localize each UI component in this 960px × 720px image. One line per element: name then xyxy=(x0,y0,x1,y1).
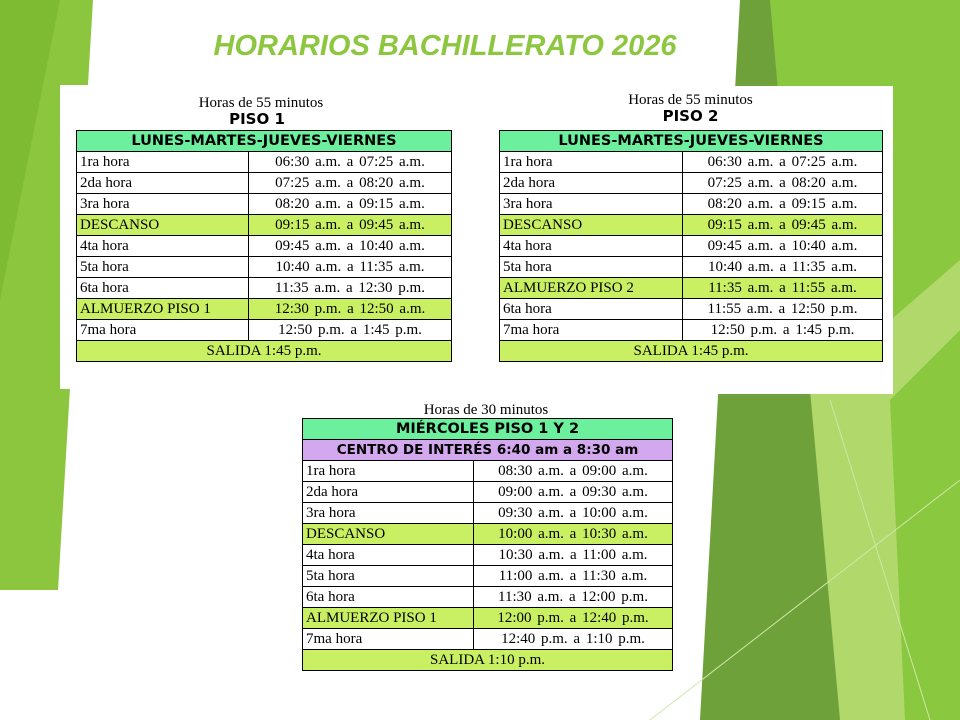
piso1-salida-row xyxy=(77,341,452,362)
row-name: 4ta hora xyxy=(303,545,474,566)
row-name: 1ra hora xyxy=(303,461,474,482)
table-row xyxy=(303,482,673,503)
miercoles-header: MIÉRCOLES PISO 1 Y 2 xyxy=(303,419,673,440)
row-time: 06:30 a.m. a 07:25 a.m. xyxy=(683,152,883,173)
table-row xyxy=(77,194,452,215)
row-time: 09:00 a.m. a 09:30 a.m. xyxy=(474,482,673,503)
row-time: 07:25 a.m. a 08:20 a.m. xyxy=(683,173,883,194)
miercoles-caption: Horas de 30 minutos xyxy=(423,402,549,418)
row-name: 4ta hora xyxy=(500,236,683,257)
piso1-header-row xyxy=(77,131,452,152)
piso2-table xyxy=(499,130,883,362)
salida-label: SALIDA 1:10 p.m. xyxy=(303,650,673,671)
table-row xyxy=(303,587,673,608)
row-name: DESCANSO xyxy=(303,524,474,545)
row-name: 3ra hora xyxy=(303,503,474,524)
piso2-salida-row xyxy=(500,341,883,362)
piso2-caption: Horas de 55 minutos xyxy=(628,92,753,108)
row-name: DESCANSO xyxy=(77,215,249,236)
table-row-descanso xyxy=(77,215,452,236)
table-row xyxy=(500,173,883,194)
piso1-caption: Horas de 55 minutos xyxy=(198,95,324,111)
row-time: 11:30 a.m. a 12:00 p.m. xyxy=(474,587,673,608)
row-name: 1ra hora xyxy=(500,152,683,173)
table-row xyxy=(500,152,883,173)
row-time: 10:40 a.m. a 11:35 a.m. xyxy=(249,257,452,278)
row-time: 07:25 a.m. a 08:20 a.m. xyxy=(249,173,452,194)
table-row-descanso xyxy=(500,215,883,236)
row-time: 09:30 a.m. a 10:00 a.m. xyxy=(474,503,673,524)
table-row xyxy=(303,566,673,587)
row-name: ALMUERZO PISO 1 xyxy=(77,299,249,320)
piso1-panel xyxy=(60,85,464,389)
row-time: 12:00 p.m. a 12:40 p.m. xyxy=(474,608,673,629)
miercoles-salida-row xyxy=(303,650,673,671)
miercoles-header-row xyxy=(303,419,673,440)
row-name: 6ta hora xyxy=(500,299,683,320)
row-name: DESCANSO xyxy=(500,215,683,236)
piso2-header-row xyxy=(500,131,883,152)
row-time: 11:35 a.m. a 12:30 p.m. xyxy=(249,278,452,299)
row-time: 12:50 p.m. a 1:45 p.m. xyxy=(249,320,452,341)
row-time: 11:00 a.m. a 11:30 a.m. xyxy=(474,566,673,587)
row-time: 06:30 a.m. a 07:25 a.m. xyxy=(249,152,452,173)
table-row xyxy=(500,299,883,320)
row-name: 1ra hora xyxy=(77,152,249,173)
row-time: 10:40 a.m. a 11:35 a.m. xyxy=(683,257,883,278)
piso2-floor: PISO 2 xyxy=(662,107,719,125)
row-time: 09:45 a.m. a 10:40 a.m. xyxy=(249,236,452,257)
row-name: 2da hora xyxy=(303,482,474,503)
piso1-header: LUNES-MARTES-JUEVES-VIERNES xyxy=(77,131,452,152)
table-row-almuerzo xyxy=(500,278,883,299)
row-name: 5ta hora xyxy=(303,566,474,587)
row-time: 11:55 a.m. a 12:50 p.m. xyxy=(683,299,883,320)
row-name: ALMUERZO PISO 2 xyxy=(500,278,683,299)
table-row xyxy=(77,278,452,299)
row-time: 09:15 a.m. a 09:45 a.m. xyxy=(249,215,452,236)
table-row xyxy=(500,320,883,341)
table-row xyxy=(303,629,673,650)
row-name: 2da hora xyxy=(77,173,249,194)
table-row xyxy=(77,236,452,257)
table-row-descanso xyxy=(303,524,673,545)
piso2-panel xyxy=(488,86,893,394)
centro-row xyxy=(303,440,673,461)
row-name: 3ra hora xyxy=(77,194,249,215)
row-name: 2da hora xyxy=(500,173,683,194)
centro-de-interes: CENTRO DE INTERÉS 6:40 am a 8:30 am xyxy=(303,440,673,461)
row-name: 3ra hora xyxy=(500,194,683,215)
row-time: 11:35 a.m. a 11:55 a.m. xyxy=(683,278,883,299)
row-name: 5ta hora xyxy=(77,257,249,278)
row-name: 6ta hora xyxy=(303,587,474,608)
table-row xyxy=(77,320,452,341)
row-time: 08:30 a.m. a 09:00 a.m. xyxy=(474,461,673,482)
miercoles-table xyxy=(302,418,673,671)
table-row xyxy=(303,545,673,566)
piso1-floor: PISO 1 xyxy=(229,110,285,128)
row-name: 6ta hora xyxy=(77,278,249,299)
page-title: HORARIOS BACHILLERATO 2026 xyxy=(213,30,677,62)
row-time: 12:50 p.m. a 1:45 p.m. xyxy=(683,320,883,341)
row-time: 12:30 p.m. a 12:50 a.m. xyxy=(249,299,452,320)
piso2-header: LUNES-MARTES-JUEVES-VIERNES xyxy=(500,131,883,152)
table-row xyxy=(77,173,452,194)
table-row-almuerzo xyxy=(303,608,673,629)
table-row xyxy=(500,236,883,257)
row-name: 7ma hora xyxy=(303,629,474,650)
row-name: ALMUERZO PISO 1 xyxy=(303,608,474,629)
piso1-table xyxy=(76,130,452,362)
table-row xyxy=(303,503,673,524)
row-time: 08:20 a.m. a 09:15 a.m. xyxy=(683,194,883,215)
row-time: 10:30 a.m. a 11:00 a.m. xyxy=(474,545,673,566)
table-row xyxy=(303,461,673,482)
row-time: 12:40 p.m. a 1:10 p.m. xyxy=(474,629,673,650)
row-time: 08:20 a.m. a 09:15 a.m. xyxy=(249,194,452,215)
row-time: 10:00 a.m. a 10:30 a.m. xyxy=(474,524,673,545)
row-name: 5ta hora xyxy=(500,257,683,278)
row-time: 09:45 a.m. a 10:40 a.m. xyxy=(683,236,883,257)
row-name: 4ta hora xyxy=(77,236,249,257)
table-row xyxy=(77,152,452,173)
row-name: 7ma hora xyxy=(77,320,249,341)
salida-label: SALIDA 1:45 p.m. xyxy=(77,341,452,362)
table-row xyxy=(500,194,883,215)
table-row xyxy=(77,257,452,278)
miercoles-panel xyxy=(300,400,675,690)
table-row-almuerzo xyxy=(77,299,452,320)
row-name: 7ma hora xyxy=(500,320,683,341)
row-time: 09:15 a.m. a 09:45 a.m. xyxy=(683,215,883,236)
table-row xyxy=(500,257,883,278)
salida-label: SALIDA 1:45 p.m. xyxy=(500,341,883,362)
